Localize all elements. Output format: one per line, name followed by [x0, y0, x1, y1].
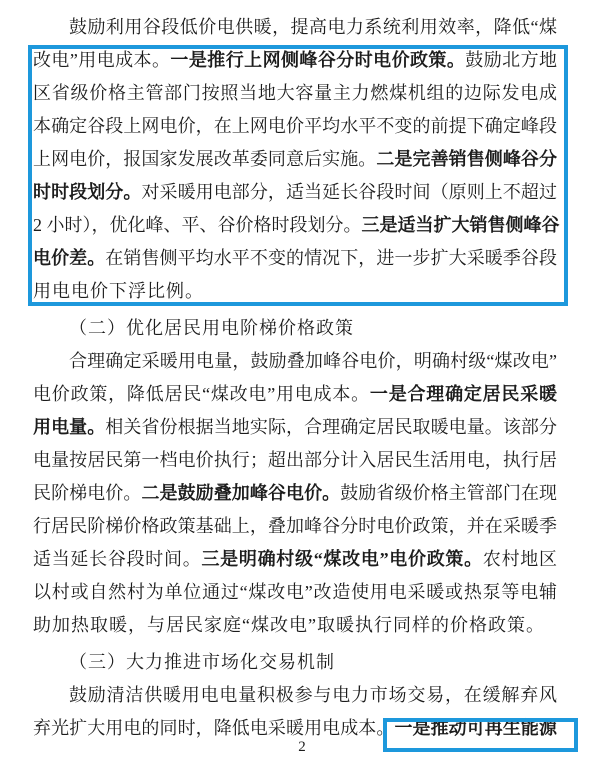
body-text: 相关省份根据当地实际，合理确定居民取暖电量。该部分 [105, 417, 558, 437]
emphasis-text: 一是推动可再生能源 [394, 718, 558, 738]
body-text: 鼓励利用谷段低价电供暖，提高电力系统利用效率，降低“煤 [69, 17, 557, 37]
document-text [33, 11, 560, 745]
emphasis-text: 二是鼓励叠加峰谷电价。 [141, 483, 341, 503]
body-text: （三）大力推进市场化交易机制 [69, 652, 335, 672]
emphasis-text: 时时段划分。 [33, 182, 142, 202]
text-line [33, 378, 557, 411]
body-text: 民阶梯电价。 [33, 483, 142, 503]
body-text: 鼓励清洁供暖用电电量积极参与电力市场交易，在缓解弃风 [69, 685, 557, 705]
text-line [33, 609, 557, 642]
text-line [33, 345, 557, 378]
emphasis-text: 三是明确村级“煤改电”电价政策。 [201, 549, 483, 569]
text-line [33, 275, 557, 308]
body-text: 合理确定采暖用电量，鼓励叠加峰谷电价，明确村级“煤改电” [69, 351, 557, 371]
text-line [33, 543, 557, 576]
body-text: 区省级价格主管部门按照当地大容量主力燃煤机组的边际发电成 [33, 83, 557, 103]
text-line [33, 110, 557, 143]
text-line [33, 444, 557, 477]
body-text: 鼓励北方地 [465, 50, 557, 70]
text-line [33, 77, 557, 110]
text-line [33, 679, 557, 712]
text-line [33, 576, 557, 609]
emphasis-text: 二是完善销售侧峰谷分 [376, 149, 558, 169]
text-line [33, 411, 557, 444]
body-text: 弃光扩大用电的同时，降低电采暖用电成本。 [33, 718, 395, 738]
emphasis-text: 用电量。 [33, 417, 106, 437]
body-text: 以村或自然村为单位通过“煤改电”改造使用电采暖或热泵等电辅 [33, 582, 557, 602]
body-text: 电量按居民第一档电价执行；超出部分计入居民生活用电，执行居 [33, 450, 557, 470]
body-text: 2 小时），优化峰、平、谷价格时段划分。 [33, 215, 362, 235]
section-heading [33, 312, 557, 345]
body-text: 上网电价，报国家发展改革委同意后实施。 [33, 149, 377, 169]
text-line [33, 44, 557, 77]
emphasis-text: 一是推行上网侧峰谷分时电价政策。 [170, 50, 466, 70]
text-line [33, 242, 557, 275]
body-text: 适当延长谷段时间。 [33, 549, 202, 569]
body-text: （二）优化居民用电阶梯价格政策 [69, 318, 354, 338]
body-text: 农村地区 [482, 549, 558, 569]
emphasis-text: 三是适当扩大销售侧峰谷 [361, 215, 560, 235]
body-text: 在销售侧平均水平不变的情况下，进一步扩大采暖季谷段 [105, 248, 558, 268]
emphasis-text: 一是合理确定居民采暖 [369, 384, 557, 404]
text-line [33, 209, 560, 242]
section-heading [33, 646, 557, 679]
body-text: 鼓励省级价格主管部门在现 [340, 483, 558, 503]
body-text: 对采暖用电部分，适当延长谷段时间（原则上不超过 [141, 182, 558, 202]
body-text: 本确定谷段上网电价，在上网电价平均水平不变的前提下确定峰段 [33, 116, 557, 136]
emphasis-text: 电价差。 [33, 248, 106, 268]
body-text: 电价政策，降低居民“煤改电”用电成本。 [33, 384, 370, 404]
text-line [33, 143, 557, 176]
text-line [33, 176, 557, 209]
page-number: 2 [298, 739, 306, 755]
body-text: 改电”用电成本。 [33, 50, 171, 70]
text-line [33, 510, 557, 543]
body-text: 行居民阶梯价格政策基础上，叠加峰谷分时电价政策，并在采暖季 [33, 516, 557, 536]
body-text: 助加热取暖，与居民家庭“煤改电”取暖执行同样的价格政策。 [33, 615, 545, 635]
text-line [33, 477, 557, 510]
body-text: 用电电价下浮比例。 [33, 281, 204, 301]
text-line [33, 11, 557, 44]
